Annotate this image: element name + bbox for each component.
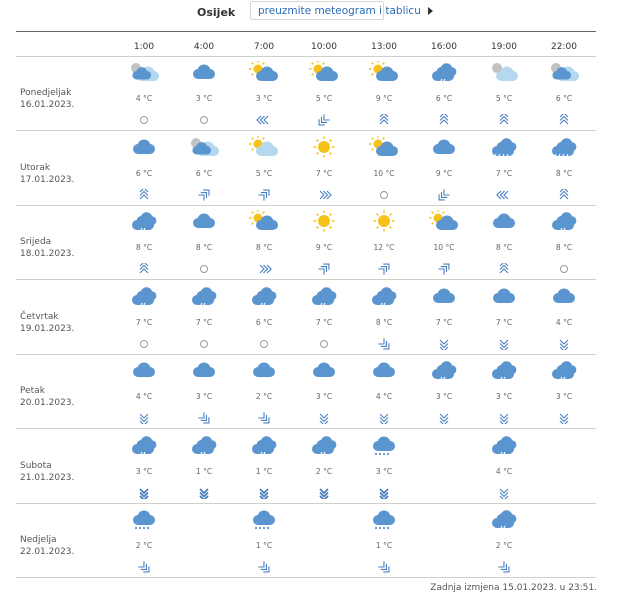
- wind-northwest-icon: [495, 558, 513, 570]
- temperature: 3 °C: [255, 94, 273, 103]
- temperature: 8 °C: [555, 243, 573, 252]
- forecast-cell: [234, 132, 294, 206]
- forecast-cell: [114, 430, 174, 504]
- forecast-cell: [294, 281, 354, 355]
- forecast-cell: [174, 206, 234, 280]
- temperature: 2 °C: [315, 466, 333, 476]
- calm-icon: [195, 111, 213, 123]
- wind-north-icon: [495, 484, 513, 496]
- wind-south-icon: [135, 260, 153, 272]
- rain-cloud-icon: [487, 508, 521, 530]
- calm-icon: [195, 335, 213, 347]
- partly-cloudy-night-icon: [127, 61, 161, 83]
- rain-cloud-icon: [427, 61, 461, 83]
- forecast-cell: [534, 206, 594, 280]
- calm-icon: [135, 111, 153, 123]
- forecast-cell: [174, 132, 234, 206]
- forecast-cell: [534, 57, 594, 131]
- rain-cloud-icon: [247, 434, 281, 456]
- day-date: 17.01.2023.: [20, 174, 75, 185]
- calm-icon: [195, 260, 213, 272]
- forecast-cell: [354, 504, 414, 578]
- forecast-cell: [234, 206, 294, 280]
- wind-northwest-icon: [135, 558, 153, 570]
- day-date: 22.01.2023.: [20, 547, 75, 557]
- day-date: 19.01.2023.: [20, 323, 75, 334]
- hour-label: 19:00: [491, 42, 517, 52]
- forecast-cell: [414, 132, 474, 206]
- forecast-cell: [414, 355, 474, 429]
- forecast-cell: [234, 355, 294, 429]
- temperature: 8 °C: [195, 243, 213, 252]
- forecast-cell: [534, 132, 594, 206]
- rain-cloud-icon: [487, 434, 521, 456]
- day-label: [20, 534, 74, 558]
- day-name: Nedjelja: [20, 535, 57, 545]
- temperature: 4 °C: [555, 317, 573, 327]
- hour-label: 7:00: [253, 42, 275, 52]
- calm-icon: [315, 335, 333, 347]
- partly-cloudy-day-icon: [247, 61, 281, 83]
- cloudy-icon: [187, 61, 221, 83]
- light-cloud-day-icon: [247, 136, 281, 158]
- day-label: [20, 385, 74, 409]
- hour-label: 22:00: [551, 42, 577, 52]
- forecast-cell: [354, 281, 414, 355]
- partly-cloudy-night-icon: [547, 61, 581, 83]
- cloudy-icon: [427, 285, 461, 307]
- wind-northwest-icon: [375, 335, 393, 347]
- forecast-cell: [174, 57, 234, 131]
- temperature: 4 °C: [135, 392, 153, 401]
- temperature: 1 °C: [255, 466, 273, 476]
- download-meteogram-label: preuzmite meteogram i tablicu: [258, 5, 421, 17]
- cloudy-icon: [487, 210, 521, 232]
- wind-north-strong-icon: [255, 484, 273, 496]
- wind-southwest-icon: [315, 260, 333, 272]
- forecast-cell: [474, 355, 534, 429]
- wind-southwest-icon: [255, 186, 273, 198]
- cloudy-icon: [487, 285, 521, 307]
- day-row: [16, 281, 596, 355]
- day-name: Ponedjeljak: [20, 88, 72, 98]
- light-cloud-night-icon: [487, 61, 521, 83]
- day-name: Subota: [20, 460, 52, 471]
- day-label: [20, 311, 74, 335]
- partly-cloudy-day-icon: [247, 210, 281, 232]
- temperature: 4 °C: [135, 94, 153, 103]
- sun-icon: [307, 210, 341, 232]
- forecast-cell: [234, 57, 294, 131]
- forecast-cell: [474, 281, 534, 355]
- snow-cloud-icon: [247, 508, 281, 530]
- temperature: 6 °C: [435, 94, 453, 103]
- day-label: [20, 236, 74, 260]
- forecast-cell: [114, 132, 174, 206]
- forecast-cell: [534, 281, 594, 355]
- temperature: 2 °C: [255, 392, 273, 401]
- forecast-cell: [234, 281, 294, 355]
- day-date: 18.01.2023.: [20, 249, 75, 259]
- forecast-cell: [354, 430, 414, 504]
- partly-cloudy-day-icon: [367, 61, 401, 83]
- forecast-cell: [294, 430, 354, 504]
- sun-icon: [367, 210, 401, 232]
- day-date: 20.01.2023.: [20, 398, 75, 408]
- wind-northeast-icon: [315, 111, 333, 123]
- temperature: 2 °C: [135, 541, 153, 550]
- temperature: 4 °C: [375, 392, 393, 401]
- day-name: Utorak: [20, 162, 51, 173]
- temperature: 9 °C: [435, 168, 453, 178]
- temperature: 3 °C: [195, 392, 213, 401]
- hour-header-row: [0, 42, 640, 56]
- rain-cloud-icon: [187, 434, 221, 456]
- wind-northwest-icon: [375, 558, 393, 570]
- wind-north-strong-icon: [375, 484, 393, 496]
- partly-cloudy-day-icon: [307, 61, 341, 83]
- temperature: 7 °C: [135, 317, 153, 327]
- calm-icon: [255, 335, 273, 347]
- day-label: [20, 162, 74, 186]
- wind-southwest-icon: [375, 260, 393, 272]
- cloudy-icon: [187, 210, 221, 232]
- forecast-cell: [294, 355, 354, 429]
- wind-south-icon: [495, 260, 513, 272]
- temperature: 8 °C: [495, 243, 513, 252]
- wind-north-strong-icon: [195, 484, 213, 496]
- forecast-cell: [234, 430, 294, 504]
- wind-north-strong-icon: [135, 484, 153, 496]
- day-label: [20, 460, 74, 484]
- temperature: 8 °C: [255, 243, 273, 252]
- forecast-cell: [294, 57, 354, 131]
- cloudy-icon: [127, 359, 161, 381]
- day-row: [16, 430, 596, 504]
- cloudy-icon: [427, 136, 461, 158]
- temperature: 3 °C: [375, 466, 393, 476]
- temperature: 1 °C: [255, 541, 273, 550]
- day-row: [16, 355, 596, 429]
- temperature: 7 °C: [495, 317, 513, 327]
- forecast-cell: [474, 206, 534, 280]
- table-top-divider: [16, 31, 596, 32]
- snow-cloud-icon: [367, 434, 401, 456]
- download-meteogram-button[interactable]: [250, 1, 421, 20]
- wind-north-icon: [495, 335, 513, 347]
- temperature: 8 °C: [135, 243, 153, 252]
- temperature: 3 °C: [315, 392, 333, 401]
- partly-cloudy-night-icon: [187, 136, 221, 158]
- header: [0, 0, 640, 26]
- day-row: [16, 132, 596, 206]
- forecast-cell: [414, 57, 474, 131]
- rain-cloud-icon: [127, 285, 161, 307]
- forecast-cell: [174, 430, 234, 504]
- partly-cloudy-day-icon: [427, 210, 461, 232]
- forecast-cell: [114, 281, 174, 355]
- temperature: 10 °C: [433, 243, 455, 252]
- temperature: 10 °C: [373, 168, 395, 178]
- wind-north-icon: [315, 409, 333, 421]
- forecast-cell: [354, 132, 414, 206]
- day-row: [16, 57, 596, 131]
- wind-north-icon: [555, 335, 573, 347]
- temperature: 5 °C: [495, 94, 513, 103]
- forecast-cell: [114, 504, 174, 578]
- forecast-cell: [294, 132, 354, 206]
- forecast-cell: [354, 57, 414, 131]
- wind-north-strong-icon: [315, 484, 333, 496]
- forecast-cell: [114, 57, 174, 131]
- day-date: 16.01.2023.: [20, 100, 75, 110]
- day-label: [20, 87, 74, 111]
- rain-cloud-icon: [547, 359, 581, 381]
- hour-label: 16:00: [431, 42, 457, 52]
- wind-north-icon: [495, 409, 513, 421]
- wind-northwest-icon: [195, 409, 213, 421]
- temperature: 3 °C: [495, 392, 513, 401]
- temperature: 12 °C: [373, 243, 395, 252]
- rain-cloud-icon: [427, 359, 461, 381]
- forecast-cell: [414, 281, 474, 355]
- temperature: 3 °C: [195, 94, 213, 103]
- temperature: 6 °C: [135, 168, 153, 178]
- hour-label: 13:00: [371, 42, 397, 52]
- temperature: 5 °C: [255, 168, 273, 178]
- day-name: Petak: [20, 386, 45, 396]
- cloudy-icon: [187, 359, 221, 381]
- wind-south-icon: [135, 186, 153, 198]
- temperature: 5 °C: [315, 94, 333, 103]
- temperature: 3 °C: [555, 392, 573, 401]
- cloudy-icon: [547, 285, 581, 307]
- temperature: 7 °C: [195, 317, 213, 327]
- temperature: 1 °C: [375, 541, 393, 550]
- temperature: 8 °C: [555, 168, 573, 178]
- forecast-cell: [474, 430, 534, 504]
- hour-label: 4:00: [193, 42, 215, 52]
- forecast-cell: [534, 355, 594, 429]
- rain-cloud-icon: [367, 285, 401, 307]
- wind-north-icon: [375, 409, 393, 421]
- forecast-cell: [474, 132, 534, 206]
- temperature: 9 °C: [315, 243, 333, 252]
- rain-cloud-icon: [247, 285, 281, 307]
- wind-north-icon: [135, 409, 153, 421]
- day-date: 21.01.2023.: [20, 472, 75, 483]
- wind-north-icon: [435, 409, 453, 421]
- rain-cloud-icon: [487, 359, 521, 381]
- snow-cloud-icon: [367, 508, 401, 530]
- city-name: Osijek: [197, 6, 236, 19]
- wind-north-icon: [555, 409, 573, 421]
- heavy-rain-icon: [547, 136, 581, 158]
- wind-northwest-icon: [255, 409, 273, 421]
- rain-cloud-icon: [307, 285, 341, 307]
- wind-south-icon: [555, 111, 573, 123]
- partly-cloudy-day-icon: [367, 136, 401, 158]
- hour-label: 1:00: [133, 42, 155, 52]
- calm-icon: [375, 186, 393, 198]
- day-name: Srijeda: [20, 237, 52, 247]
- forecast-cell: [114, 355, 174, 429]
- wind-south-icon: [375, 111, 393, 123]
- wind-southwest-icon: [195, 186, 213, 198]
- cloudy-icon: [307, 359, 341, 381]
- temperature: 4 °C: [495, 466, 513, 476]
- hour-label: 10:00: [311, 42, 337, 52]
- rain-cloud-icon: [127, 434, 161, 456]
- forecast-cell: [354, 355, 414, 429]
- temperature: 2 °C: [495, 541, 513, 550]
- cloudy-icon: [247, 359, 281, 381]
- wind-west-icon: [315, 186, 333, 198]
- rain-cloud-icon: [127, 210, 161, 232]
- wind-west-icon: [255, 260, 273, 272]
- rain-cloud-icon: [187, 285, 221, 307]
- caret-right-icon: [428, 7, 433, 15]
- temperature: 6 °C: [255, 317, 273, 327]
- forecast-cell: [474, 504, 534, 578]
- day-row: [16, 504, 596, 578]
- forecast-cell: [114, 206, 174, 280]
- temperature: 7 °C: [315, 317, 333, 327]
- wind-northeast-icon: [435, 186, 453, 198]
- rain-cloud-icon: [547, 210, 581, 232]
- temperature: 3 °C: [135, 466, 153, 476]
- temperature: 1 °C: [195, 466, 213, 476]
- forecast-cell: [474, 57, 534, 131]
- wind-northwest-icon: [255, 558, 273, 570]
- cloudy-icon: [367, 359, 401, 381]
- snow-cloud-icon: [127, 508, 161, 530]
- sun-icon: [307, 136, 341, 158]
- forecast-cell: [174, 355, 234, 429]
- wind-east-icon: [495, 186, 513, 198]
- cloudy-icon: [127, 136, 161, 158]
- wind-southwest-icon: [435, 260, 453, 272]
- temperature: 7 °C: [315, 168, 333, 178]
- forecast-cell: [234, 504, 294, 578]
- temperature: 7 °C: [435, 317, 453, 327]
- rain-cloud-icon: [307, 434, 341, 456]
- temperature: 7 °C: [495, 168, 513, 178]
- wind-south-icon: [495, 111, 513, 123]
- temperature: 6 °C: [555, 94, 573, 103]
- last-modified-text: Zadnja izmjena 15.01.2023. u 23:51.: [430, 583, 597, 593]
- wind-south-icon: [555, 186, 573, 198]
- calm-icon: [135, 335, 153, 347]
- day-row: [16, 206, 596, 280]
- forecast-cell: [294, 206, 354, 280]
- temperature: 9 °C: [375, 94, 393, 103]
- heavy-rain-icon: [487, 136, 521, 158]
- temperature: 6 °C: [195, 168, 213, 178]
- wind-south-icon: [435, 111, 453, 123]
- wind-north-icon: [435, 335, 453, 347]
- forecast-cell: [414, 206, 474, 280]
- temperature: 8 °C: [375, 317, 393, 327]
- wind-east-icon: [255, 111, 273, 123]
- day-name: Četvrtak: [20, 311, 59, 322]
- forecast-cell: [174, 281, 234, 355]
- forecast-cell: [354, 206, 414, 280]
- calm-icon: [555, 260, 573, 272]
- temperature: 3 °C: [435, 392, 453, 401]
